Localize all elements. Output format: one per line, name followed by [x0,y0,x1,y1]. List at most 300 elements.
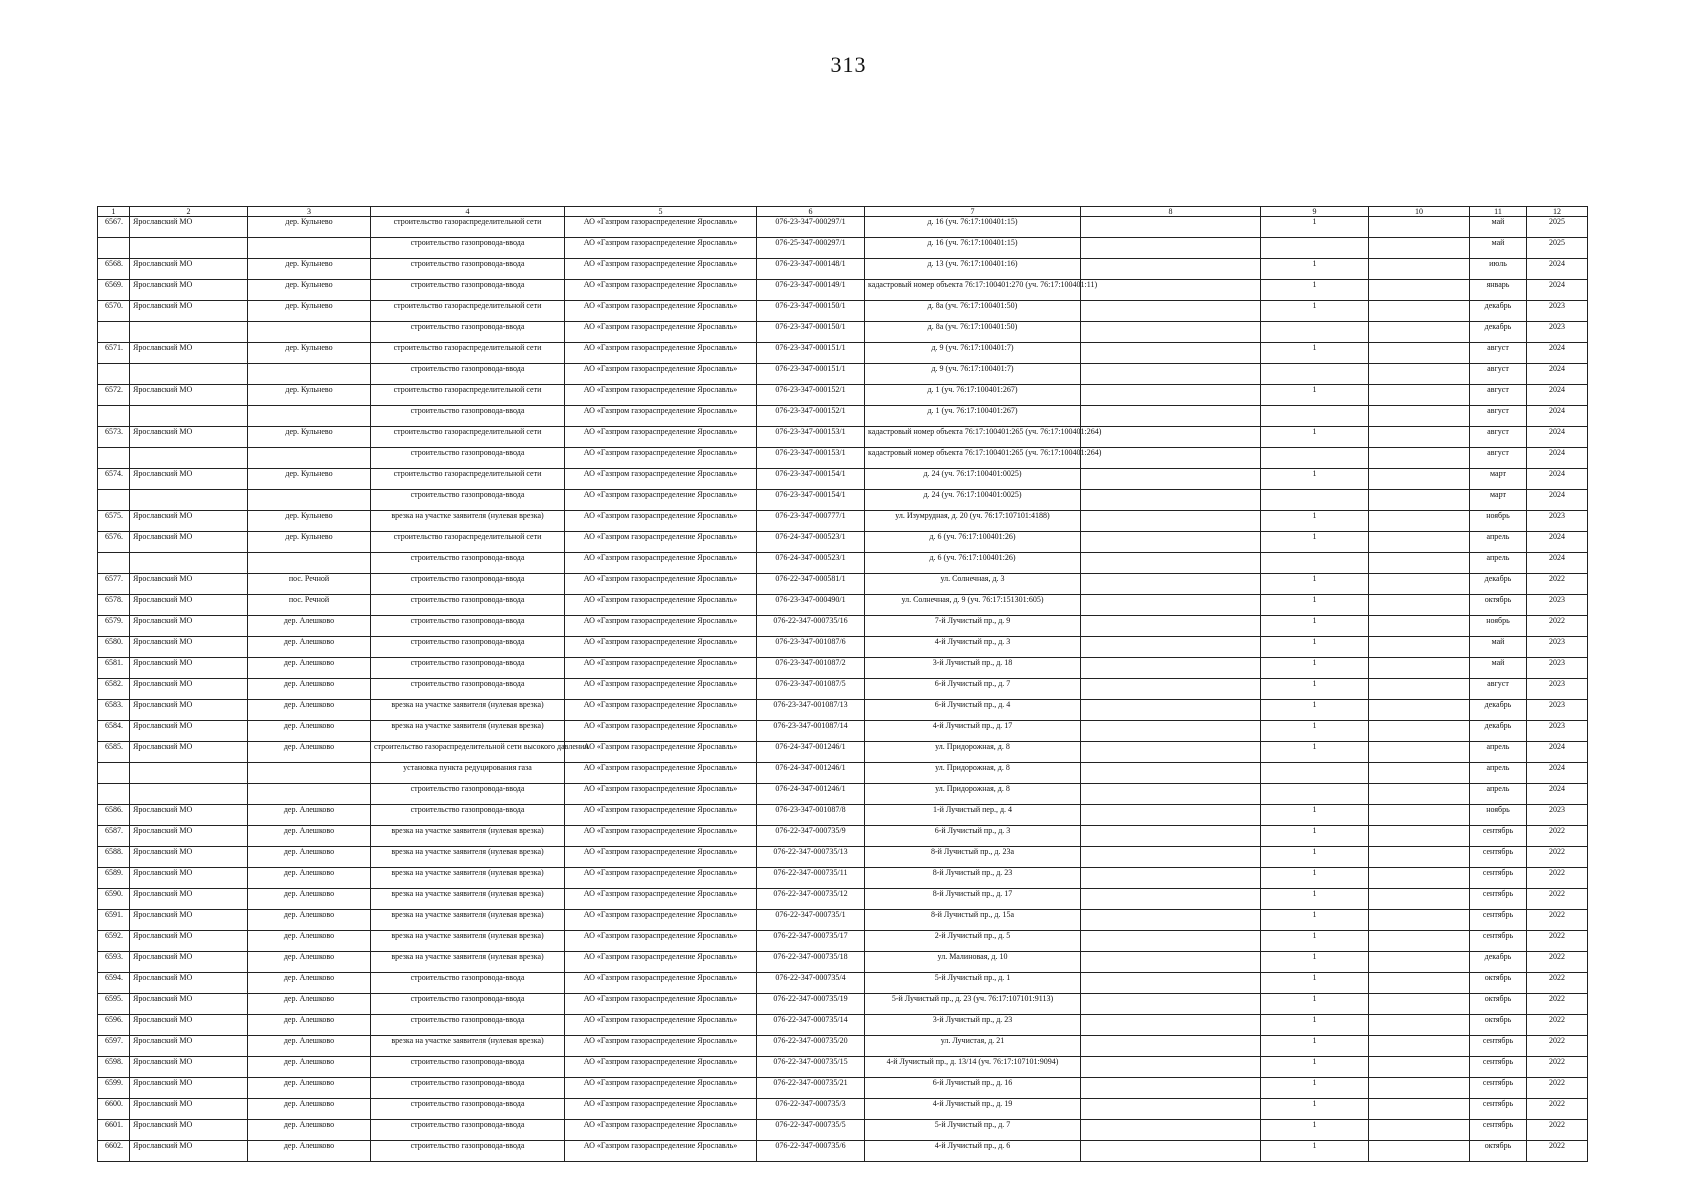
organization-cell: АО «Газпром газораспределение Ярославль» [565,532,757,553]
municipality-cell: Ярославский МО [130,1015,248,1036]
year-cell: 2024 [1527,553,1588,574]
municipality-cell: Ярославский МО [130,511,248,532]
month-cell: апрель [1470,742,1527,763]
address-cell: кадастровый номер объекта 76:17:100401:265 (уч. 76:17:100401:264) [865,448,1081,469]
column-8-cell [1081,763,1261,784]
column-8-cell [1081,889,1261,910]
month-cell: март [1470,490,1527,511]
year-cell: 2022 [1527,1141,1588,1162]
month-cell: сентябрь [1470,847,1527,868]
locality-cell [248,784,371,805]
municipality-cell: Ярославский МО [130,931,248,952]
table-row [98,910,1588,931]
organization-cell: АО «Газпром газораспределение Ярославль» [565,322,757,343]
locality-cell: дер. Алешково [248,805,371,826]
column-10-cell [1369,364,1470,385]
year-cell: 2022 [1527,847,1588,868]
column-10-cell [1369,217,1470,238]
column-8-cell [1081,721,1261,742]
address-cell: 6-й Лучистый пр., д. 3 [865,826,1081,847]
work-type-cell: врезка на участке заявителя (нулевая врезка) [371,700,565,721]
month-cell: сентябрь [1470,1120,1527,1141]
municipality-cell: Ярославский МО [130,1057,248,1078]
organization-cell: АО «Газпром газораспределение Ярославль» [565,574,757,595]
municipality-cell: Ярославский МО [130,700,248,721]
column-10-cell [1369,1015,1470,1036]
count-cell: 1 [1261,658,1369,679]
address-cell: 8-й Лучистый пр., д. 23а [865,847,1081,868]
locality-cell: дер. Кульнево [248,469,371,490]
municipality-cell [130,763,248,784]
work-type-cell: строительство газопровода-ввода [371,1057,565,1078]
contract-code-cell: 076-24-347-001246/1 [757,763,865,784]
count-cell: 1 [1261,616,1369,637]
month-cell: апрель [1470,763,1527,784]
column-8-cell [1081,301,1261,322]
year-cell: 2024 [1527,343,1588,364]
table-row [98,238,1588,259]
year-cell: 2023 [1527,637,1588,658]
locality-cell: дер. Кульнево [248,427,371,448]
address-cell: 6-й Лучистый пр., д. 4 [865,700,1081,721]
contract-code-cell: 076-22-347-000735/17 [757,931,865,952]
municipality-cell: Ярославский МО [130,637,248,658]
row-number-cell: 6588. [98,847,130,868]
row-number-cell: 6601. [98,1120,130,1141]
column-8-cell [1081,952,1261,973]
month-cell: октябрь [1470,994,1527,1015]
row-number-cell: 6592. [98,931,130,952]
address-cell: 4-й Лучистый пр., д. 13/14 (уч. 76:17:107101:9094) [865,1057,1081,1078]
municipality-cell: Ярославский МО [130,994,248,1015]
work-type-cell: строительство газопровода-ввода [371,658,565,679]
column-10-cell [1369,763,1470,784]
month-cell: сентябрь [1470,1036,1527,1057]
row-number-cell: 6598. [98,1057,130,1078]
month-cell: август [1470,385,1527,406]
year-cell: 2023 [1527,721,1588,742]
row-number-cell [98,406,130,427]
month-cell: август [1470,679,1527,700]
table-row [98,658,1588,679]
year-cell: 2024 [1527,364,1588,385]
municipality-cell: Ярославский МО [130,301,248,322]
locality-cell: дер. Алешково [248,931,371,952]
locality-cell: дер. Алешково [248,1015,371,1036]
column-8-cell [1081,742,1261,763]
count-cell: 1 [1261,721,1369,742]
table-row [98,1141,1588,1162]
month-cell: май [1470,637,1527,658]
address-cell: д. 8а (уч. 76:17:100401:50) [865,301,1081,322]
address-cell: ул. Солнечная, д. 3 [865,574,1081,595]
count-cell: 1 [1261,952,1369,973]
month-cell: август [1470,343,1527,364]
month-cell: май [1470,658,1527,679]
organization-cell: АО «Газпром газораспределение Ярославль» [565,637,757,658]
work-type-cell: врезка на участке заявителя (нулевая врезка) [371,889,565,910]
column-10-cell [1369,406,1470,427]
row-number-cell [98,238,130,259]
count-cell [1261,322,1369,343]
contract-code-cell: 076-22-347-000735/1 [757,910,865,931]
work-type-cell: строительство газопровода-ввода [371,553,565,574]
month-cell: март [1470,469,1527,490]
row-number-cell: 6595. [98,994,130,1015]
address-cell: д. 6 (уч. 76:17:100401:26) [865,553,1081,574]
year-cell: 2024 [1527,385,1588,406]
month-cell: декабрь [1470,952,1527,973]
year-cell: 2024 [1527,490,1588,511]
table-row [98,994,1588,1015]
work-type-cell: строительство газопровода-ввода [371,322,565,343]
column-8-cell [1081,217,1261,238]
count-cell: 1 [1261,868,1369,889]
contract-code-cell: 076-23-347-000153/1 [757,427,865,448]
municipality-cell: Ярославский МО [130,826,248,847]
count-cell: 1 [1261,1120,1369,1141]
row-number-cell: 6594. [98,973,130,994]
address-cell: 5-й Лучистый пр., д. 1 [865,973,1081,994]
count-cell: 1 [1261,826,1369,847]
address-cell: 8-й Лучистый пр., д. 23 [865,868,1081,889]
count-cell: 1 [1261,700,1369,721]
contract-code-cell: 076-23-347-001087/6 [757,637,865,658]
organization-cell: АО «Газпром газораспределение Ярославль» [565,1015,757,1036]
work-type-cell: строительство газораспределительной сети [371,301,565,322]
locality-cell: дер. Кульнево [248,217,371,238]
contract-code-cell: 076-23-347-001087/13 [757,700,865,721]
column-8-cell [1081,1141,1261,1162]
municipality-cell [130,448,248,469]
month-cell: май [1470,217,1527,238]
locality-cell: пос. Речной [248,595,371,616]
year-cell: 2024 [1527,280,1588,301]
municipality-cell [130,238,248,259]
column-8-cell [1081,406,1261,427]
locality-cell: дер. Алешково [248,1078,371,1099]
table-row [98,868,1588,889]
municipality-cell: Ярославский МО [130,910,248,931]
month-cell: сентябрь [1470,1078,1527,1099]
table-row [98,784,1588,805]
locality-cell [248,364,371,385]
month-cell: декабрь [1470,574,1527,595]
table-row [98,532,1588,553]
table-row [98,1120,1588,1141]
organization-cell: АО «Газпром газораспределение Ярославль» [565,385,757,406]
locality-cell: дер. Кульнево [248,511,371,532]
work-type-cell: врезка на участке заявителя (нулевая врезка) [371,910,565,931]
row-number-cell [98,322,130,343]
address-cell: ул. Лучистая, д. 21 [865,1036,1081,1057]
locality-cell: дер. Алешково [248,1057,371,1078]
municipality-cell: Ярославский МО [130,280,248,301]
locality-cell: дер. Кульнево [248,259,371,280]
year-cell: 2023 [1527,322,1588,343]
column-10-cell [1369,931,1470,952]
locality-cell: дер. Алешково [248,1036,371,1057]
column-10-cell [1369,238,1470,259]
address-cell: д. 8а (уч. 76:17:100401:50) [865,322,1081,343]
organization-cell: АО «Газпром газораспределение Ярославль» [565,952,757,973]
table-row [98,217,1588,238]
year-cell: 2024 [1527,448,1588,469]
table-row [98,469,1588,490]
month-cell: апрель [1470,553,1527,574]
table-row [98,889,1588,910]
row-number-cell: 6569. [98,280,130,301]
locality-cell: дер. Алешково [248,616,371,637]
month-cell: декабрь [1470,301,1527,322]
organization-cell: АО «Газпром газораспределение Ярославль» [565,1036,757,1057]
municipality-cell [130,406,248,427]
count-cell: 1 [1261,1099,1369,1120]
row-number-cell: 6578. [98,595,130,616]
municipality-cell: Ярославский МО [130,595,248,616]
month-cell: декабрь [1470,700,1527,721]
row-number-cell: 6584. [98,721,130,742]
contract-code-cell: 076-22-347-000735/12 [757,889,865,910]
row-number-cell: 6586. [98,805,130,826]
work-type-cell: строительство газораспределительной сети [371,532,565,553]
address-cell: д. 16 (уч. 76:17:100401:15) [865,238,1081,259]
work-type-cell: строительство газопровода-ввода [371,1099,565,1120]
row-number-cell: 6575. [98,511,130,532]
column-8-cell [1081,385,1261,406]
address-cell: 8-й Лучистый пр., д. 17 [865,889,1081,910]
count-cell: 1 [1261,910,1369,931]
column-8-cell [1081,469,1261,490]
count-cell [1261,364,1369,385]
row-number-cell: 6568. [98,259,130,280]
month-cell: сентябрь [1470,826,1527,847]
work-type-cell: строительство газопровода-ввода [371,595,565,616]
column-8-cell [1081,427,1261,448]
column-8-cell [1081,1015,1261,1036]
organization-cell: АО «Газпром газораспределение Ярославль» [565,595,757,616]
row-number-cell: 6587. [98,826,130,847]
row-number-cell [98,490,130,511]
header-cell: 12 [1527,207,1588,217]
column-10-cell [1369,805,1470,826]
column-8-cell [1081,994,1261,1015]
locality-cell: дер. Кульнево [248,343,371,364]
year-cell: 2024 [1527,784,1588,805]
contract-code-cell: 076-23-347-000148/1 [757,259,865,280]
count-cell [1261,448,1369,469]
organization-cell: АО «Газпром газораспределение Ярославль» [565,763,757,784]
count-cell [1261,763,1369,784]
count-cell: 1 [1261,217,1369,238]
municipality-cell: Ярославский МО [130,1141,248,1162]
address-cell: 4-й Лучистый пр., д. 6 [865,1141,1081,1162]
count-cell: 1 [1261,511,1369,532]
organization-cell: АО «Газпром газораспределение Ярославль» [565,616,757,637]
locality-cell: дер. Кульнево [248,301,371,322]
locality-cell [248,448,371,469]
month-cell: ноябрь [1470,616,1527,637]
column-10-cell [1369,574,1470,595]
column-10-cell [1369,826,1470,847]
column-10-cell [1369,553,1470,574]
contract-code-cell: 076-23-347-000777/1 [757,511,865,532]
contract-code-cell: 076-23-347-001087/5 [757,679,865,700]
column-8-cell [1081,637,1261,658]
column-10-cell [1369,700,1470,721]
row-number-cell: 6600. [98,1099,130,1120]
column-8-cell [1081,532,1261,553]
column-10-cell [1369,595,1470,616]
row-number-cell: 6574. [98,469,130,490]
organization-cell: АО «Газпром газораспределение Ярославль» [565,679,757,700]
organization-cell: АО «Газпром газораспределение Ярославль» [565,868,757,889]
year-cell: 2022 [1527,1078,1588,1099]
table-row [98,259,1588,280]
locality-cell [248,238,371,259]
column-10-cell [1369,343,1470,364]
month-cell: сентябрь [1470,931,1527,952]
year-cell: 2022 [1527,1036,1588,1057]
year-cell: 2025 [1527,217,1588,238]
column-8-cell [1081,973,1261,994]
row-number-cell [98,784,130,805]
count-cell [1261,784,1369,805]
year-cell: 2022 [1527,616,1588,637]
count-cell: 1 [1261,469,1369,490]
table-row [98,805,1588,826]
count-cell: 1 [1261,385,1369,406]
count-cell: 1 [1261,280,1369,301]
column-8-cell [1081,1036,1261,1057]
table-row [98,427,1588,448]
month-cell: август [1470,406,1527,427]
header-cell: 1 [98,207,130,217]
year-cell: 2023 [1527,595,1588,616]
table-row [98,448,1588,469]
contract-code-cell: 076-24-347-001246/1 [757,742,865,763]
address-cell: ул. Малиновая, д. 10 [865,952,1081,973]
column-10-cell [1369,490,1470,511]
contract-code-cell: 076-22-347-000735/9 [757,826,865,847]
column-8-cell [1081,658,1261,679]
count-cell: 1 [1261,1015,1369,1036]
row-number-cell: 6602. [98,1141,130,1162]
work-type-cell: строительство газораспределительной сети [371,343,565,364]
municipality-cell [130,364,248,385]
contract-code-cell: 076-23-347-000297/1 [757,217,865,238]
header-cell: 3 [248,207,371,217]
contract-code-cell: 076-22-347-000735/18 [757,952,865,973]
year-cell: 2022 [1527,1120,1588,1141]
contract-code-cell: 076-22-347-000735/21 [757,1078,865,1099]
column-10-cell [1369,532,1470,553]
address-cell: 4-й Лучистый пр., д. 19 [865,1099,1081,1120]
table-row [98,637,1588,658]
table-row [98,679,1588,700]
count-cell: 1 [1261,427,1369,448]
work-type-cell: врезка на участке заявителя (нулевая врезка) [371,952,565,973]
work-type-cell: строительство газопровода-ввода [371,406,565,427]
organization-cell: АО «Газпром газораспределение Ярославль» [565,406,757,427]
row-number-cell: 6573. [98,427,130,448]
year-cell: 2024 [1527,259,1588,280]
column-10-cell [1369,1078,1470,1099]
column-8-cell [1081,931,1261,952]
table-row [98,385,1588,406]
column-10-cell [1369,1057,1470,1078]
contract-code-cell: 076-22-347-000735/13 [757,847,865,868]
month-cell: май [1470,238,1527,259]
organization-cell: АО «Газпром газораспределение Ярославль» [565,1141,757,1162]
locality-cell: дер. Алешково [248,952,371,973]
row-number-cell: 6581. [98,658,130,679]
municipality-cell: Ярославский МО [130,742,248,763]
column-8-cell [1081,1120,1261,1141]
address-cell: 8-й Лучистый пр., д. 15а [865,910,1081,931]
work-type-cell: строительство газопровода-ввода [371,994,565,1015]
column-8-cell [1081,259,1261,280]
year-cell: 2023 [1527,658,1588,679]
organization-cell: АО «Газпром газораспределение Ярославль» [565,448,757,469]
month-cell: октябрь [1470,1015,1527,1036]
work-type-cell: строительство газопровода-ввода [371,1078,565,1099]
locality-cell: дер. Алешково [248,742,371,763]
table-row [98,343,1588,364]
work-type-cell: врезка на участке заявителя (нулевая врезка) [371,931,565,952]
count-cell: 1 [1261,931,1369,952]
year-cell: 2022 [1527,1015,1588,1036]
column-10-cell [1369,1099,1470,1120]
column-8-cell [1081,826,1261,847]
organization-cell: АО «Газпром газораспределение Ярославль» [565,301,757,322]
municipality-cell: Ярославский МО [130,952,248,973]
count-cell: 1 [1261,343,1369,364]
contract-code-cell: 076-22-347-000735/15 [757,1057,865,1078]
contract-code-cell: 076-23-347-000151/1 [757,343,865,364]
row-number-cell: 6597. [98,1036,130,1057]
year-cell: 2022 [1527,826,1588,847]
address-cell: д. 9 (уч. 76:17:100401:7) [865,343,1081,364]
locality-cell: дер. Алешково [248,847,371,868]
municipality-cell: Ярославский МО [130,973,248,994]
table-row [98,595,1588,616]
municipality-cell: Ярославский МО [130,469,248,490]
municipality-cell: Ярославский МО [130,1078,248,1099]
count-cell: 1 [1261,742,1369,763]
count-cell: 1 [1261,973,1369,994]
column-8-cell [1081,343,1261,364]
year-cell: 2022 [1527,889,1588,910]
address-cell: д. 1 (уч. 76:17:100401:267) [865,385,1081,406]
month-cell: сентябрь [1470,1099,1527,1120]
municipality-cell: Ярославский МО [130,847,248,868]
locality-cell [248,406,371,427]
table-row [98,490,1588,511]
organization-cell: АО «Газпром газораспределение Ярославль» [565,700,757,721]
locality-cell: дер. Алешково [248,973,371,994]
row-number-cell [98,763,130,784]
row-number-cell: 6572. [98,385,130,406]
locality-cell: дер. Алешково [248,1099,371,1120]
locality-cell [248,490,371,511]
organization-cell: АО «Газпром газораспределение Ярославль» [565,217,757,238]
contract-code-cell: 076-22-347-000735/14 [757,1015,865,1036]
year-cell: 2025 [1527,238,1588,259]
count-cell [1261,406,1369,427]
table-row [98,1015,1588,1036]
address-cell: д. 24 (уч. 76:17:100401:0025) [865,490,1081,511]
